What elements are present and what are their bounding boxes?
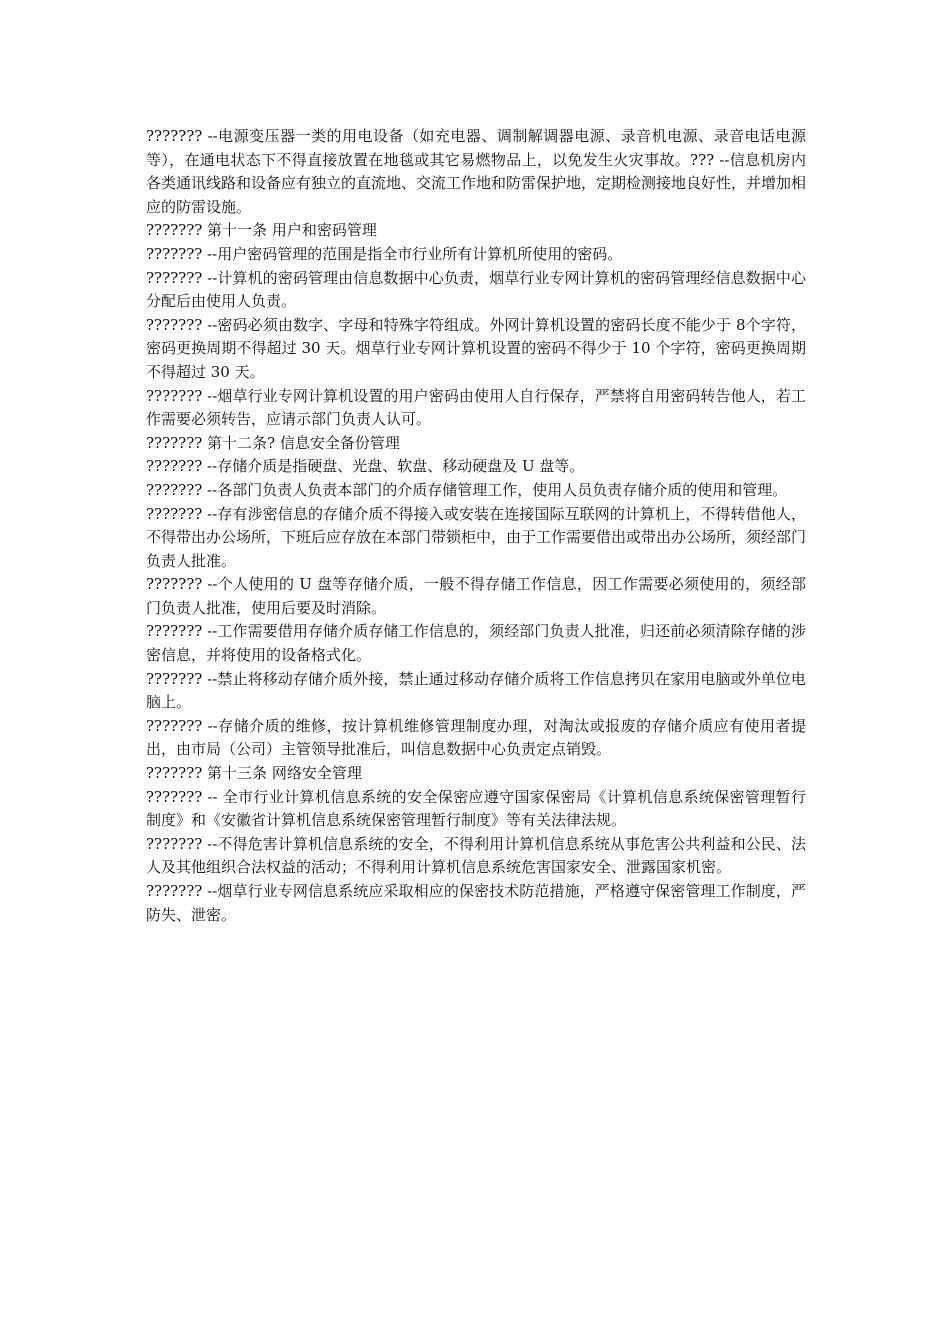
paragraph: ??????? --各部门负责人负责本部门的介质存储管理工作，使用人员负责存储介质的使用和管理。	[146, 480, 788, 499]
paragraph: ??????? --个人使用的 U 盘等存储介质，一般不得存储工作信息，因工作需要必须使用的，须经部门负责人批准，使用后要及时消除。	[146, 575, 806, 617]
paragraph: ??????? --存储介质是指硬盘、光盘、软盘、移动硬盘及 U 盘等。	[146, 457, 585, 476]
paragraph: ??????? --存储介质的维修，按计算机维修管理制度办理，对淘汰或报废的存储介质应有使用者提出，由市局（公司）主管领导批准后，叫信息数据中心负责定点销毁。	[146, 716, 806, 759]
document-body	[146, 125, 806, 927]
paragraph-power-equipment: ??????? --电源变压器一类的用电设备（如充电器、调制解调器电源、录音机电源、录音电话电源等），在通电状态下不得直接放置在地毯或其它易燃物品上，以免发生火灾事故。??? --信息机房内各类通讯线路和设备应有独立的直流地、交流工作地和防雷保护地，定期检测接地良好性，并增加相应的防雷设施。	[146, 127, 807, 216]
heading-article-12: ??????? 第十二条? 信息安全备份管理	[146, 433, 400, 452]
paragraph: ??????? --工作需要借用存储介质存储工作信息的，须经部门负责人批准，归还前必须清除存储的涉密信息，并将使用的设备格式化。	[146, 622, 806, 665]
heading-article-13: ??????? 第十三条 网络安全管理	[146, 764, 362, 783]
paragraph: ??????? --烟草行业专网计算机设置的用户密码由使用人自行保存，严禁将自用密码转告他人，若工作需要必须转告，应请示部门负责人认可。	[146, 386, 806, 429]
paragraph: ??????? --用户密码管理的范围是指全市行业所有计算机所使用的密码。	[146, 244, 623, 263]
paragraph: ??????? --禁止将移动存储介质外接，禁止通过移动存储介质将工作信息拷贝在家用电脑或外单位电脑上。	[146, 669, 806, 712]
paragraph: ??????? -- 全市行业计算机信息系统的安全保密应遵守国家保密局《计算机信息系统保密管理暂行制度》和《安徽省计算机信息系统保密管理暂行制度》等有关法律法规。	[146, 787, 806, 830]
paragraph: ??????? --存有涉密信息的存储介质不得接入或安装在连接国际互联网的计算机上，不得转借他人，不得带出办公场所，下班后应存放在本部门带锁柜中，由于工作需要借出或带出办公场所，须经部门负责人批准。	[146, 504, 807, 570]
paragraph: ??????? --计算机的密码管理由信息数据中心负责，烟草行业专网计算机的密码管理经信息数据中心分配后由使用人负责。	[146, 268, 806, 311]
paragraph: ??????? --烟草行业专网信息系统应采取相应的保密技术防范措施，严格遵守保密管理工作制度，严防失、泄密。	[146, 882, 806, 924]
paragraph: ??????? --不得危害计算机信息系统的安全，不得利用计算机信息系统从事危害公共利益和公民、法人及其他组织合法权益的活动；不得利用计算机信息系统危害国家安全、泄露国家机密。	[146, 834, 806, 877]
paragraph: ??????? --密码必须由数字、字母和特殊字符组成。外网计算机设置的密码长度不能少于 8个字符，密码更换周期不得超过 30 天。烟草行业专网计算机设置的密码不得少于 10 个字符，密码更换周期不得超过 30 天。	[146, 315, 806, 381]
heading-article-11: ??????? 第十一条 用户和密码管理	[146, 221, 377, 240]
